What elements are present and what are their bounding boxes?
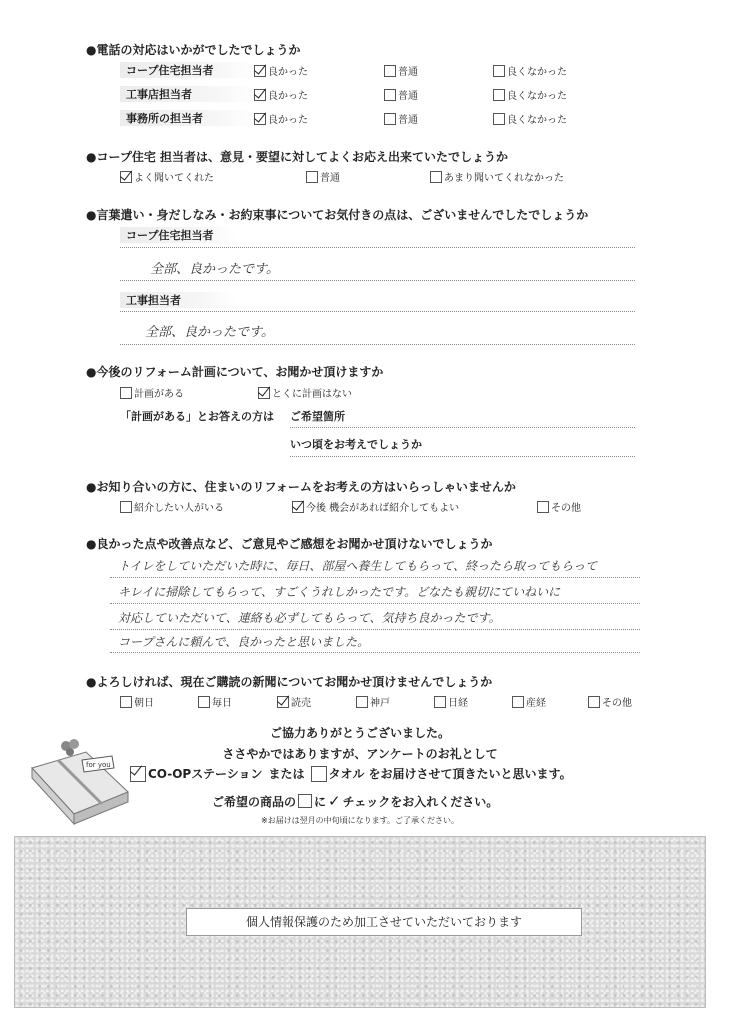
q1-koji-bad[interactable]: 良くなかった <box>493 87 567 102</box>
checkbox-icon[interactable] <box>588 696 600 708</box>
gift-tag-text: for you <box>86 761 111 769</box>
checkbox-icon[interactable] <box>493 89 505 101</box>
privacy-notice: 個人情報保護のため加工させていただいております <box>186 908 582 936</box>
q2-opt-listened[interactable]: よく聞いてくれた <box>120 169 214 184</box>
q5-opt-introduce[interactable]: 紹介したい人がいる <box>120 499 224 514</box>
q6-line-4[interactable]: コープさんに頼んで、良かったと思いました。 <box>118 635 370 649</box>
q1-koji-normal[interactable]: 普通 <box>384 87 418 102</box>
checkbox-icon[interactable] <box>537 501 549 513</box>
q1-title: ●電話の対応はいかがでしたでしょうか <box>86 43 301 57</box>
checkbox-icon[interactable] <box>434 696 446 708</box>
thanks-line-2: ささやかではありますが、アンケートのお礼として <box>222 747 498 761</box>
q1-office-good[interactable]: 良かった <box>254 111 308 126</box>
checkbox-icon[interactable] <box>120 387 132 399</box>
q4-time-label: いつ頃をお考えでしょうか <box>290 438 422 451</box>
q2-title: ●コープ住宅 担当者は、意見・要望に対してよくお応え出来ていたでしょうか <box>86 150 509 164</box>
q7-opt-other[interactable]: その他 <box>588 694 632 709</box>
checkbox-icon[interactable] <box>493 113 505 125</box>
divider <box>110 577 640 578</box>
gift-box-icon <box>28 734 132 828</box>
q1-office-normal[interactable]: 普通 <box>384 111 418 126</box>
q5-opt-other[interactable]: その他 <box>537 499 581 514</box>
q1-coop-good[interactable]: 良かった <box>254 63 308 78</box>
checkbox-icon[interactable] <box>120 696 132 708</box>
q1-office-bad[interactable]: 良くなかった <box>493 111 567 126</box>
q2-opt-normal[interactable]: 普通 <box>306 169 340 184</box>
q7-opt-sankei[interactable]: 産経 <box>512 694 546 709</box>
q7-title: ●よろしければ、現在ご購読の新聞についてお聞かせ頂けませんでしょうか <box>86 675 493 689</box>
divider <box>120 311 635 312</box>
gift-towel-checkbox[interactable] <box>311 766 327 782</box>
q2-opt-not-listened[interactable]: あまり聞いてくれなかった <box>430 169 564 184</box>
gift-coop-checkbox[interactable] <box>130 766 146 782</box>
q7-opt-kobe[interactable]: 神戸 <box>356 694 390 709</box>
checkbox-icon[interactable] <box>198 696 210 708</box>
gift-coop-label: CO-OPステーション <box>148 767 263 781</box>
q1-row-coop-label: コープ住宅担当者 <box>120 62 256 78</box>
q3-koji-label: 工事担当者 <box>120 292 236 308</box>
divider <box>120 247 635 248</box>
checkbox-icon[interactable] <box>306 171 318 183</box>
q4-followup-label: 「計画がある」とお答えの方は <box>120 410 274 423</box>
checkbox-icon[interactable] <box>277 696 289 708</box>
q1-row-office-label: 事務所の担当者 <box>120 110 256 126</box>
q1-coop-bad[interactable]: 良くなかった <box>493 63 567 78</box>
q3-title: ●言葉遣い・身だしなみ・お約束事についてお気付きの点は、ございませんでしたでしょうか <box>86 208 589 222</box>
q6-title: ●良かった点や改善点など、ご意見やご感想をお聞かせ頂けないでしょうか <box>86 537 493 551</box>
checkbox-icon[interactable] <box>384 65 396 77</box>
q4-title: ●今後のリフォーム計画について、お聞かせ頂けますか <box>86 365 384 379</box>
q7-opt-asahi[interactable]: 朝日 <box>120 694 154 709</box>
thanks-line-1: ご協力ありがとうございました。 <box>269 726 450 740</box>
q3-coop-answer[interactable]: 全部、良かったです。 <box>150 262 279 277</box>
checkbox-icon[interactable] <box>120 501 132 513</box>
checkbox-icon[interactable] <box>254 89 266 101</box>
checkbox-icon[interactable] <box>120 171 132 183</box>
checkbox-icon[interactable] <box>493 65 505 77</box>
divider <box>290 456 635 457</box>
q4-place-label: ご希望箇所 <box>290 410 345 423</box>
sample-box-icon <box>298 794 312 808</box>
q7-opt-nikkei[interactable]: 日経 <box>434 694 468 709</box>
q7-opt-mainichi[interactable]: 毎日 <box>198 694 232 709</box>
check-instruction: ご希望の商品の に ✓ チェックをお入れください。 <box>212 792 499 810</box>
q5-title: ●お知り合いの方に、住まいのリフォームをお考えの方はいらっしゃいませんか <box>86 480 516 494</box>
gift-tail: をお届けさせて頂きたいと思います。 <box>368 767 572 781</box>
gift-or-label: または <box>268 767 305 781</box>
q3-coop-label: コープ住宅担当者 <box>120 227 236 243</box>
q4-opt-no-plan[interactable]: とくに計画はない <box>258 385 352 400</box>
q6-line-3[interactable]: 対応していただいて、連絡も必ずしてもらって、気持ち良かったです。 <box>118 611 501 625</box>
q3-koji-answer[interactable]: 全部、良かったです。 <box>145 325 274 340</box>
divider <box>110 603 640 604</box>
delivery-note: ※お届けは翌月の中旬頃になります。ご了承ください。 <box>260 816 460 825</box>
divider <box>110 629 640 630</box>
checkbox-icon[interactable] <box>512 696 524 708</box>
checkbox-icon[interactable] <box>356 696 368 708</box>
checkbox-icon[interactable] <box>384 113 396 125</box>
divider <box>110 652 640 653</box>
q1-koji-good[interactable]: 良かった <box>254 87 308 102</box>
divider <box>120 344 635 345</box>
checkbox-icon[interactable] <box>258 387 270 399</box>
q7-opt-yomiuri[interactable]: 読売 <box>277 694 311 709</box>
checkbox-icon[interactable] <box>254 65 266 77</box>
divider <box>290 427 635 428</box>
q5-opt-maybe[interactable]: 今後 機会があれば紹介してもよい <box>292 499 459 514</box>
checkbox-icon[interactable] <box>384 89 396 101</box>
checkbox-icon[interactable] <box>430 171 442 183</box>
divider <box>120 280 635 281</box>
gift-towel-label: タオル <box>328 767 365 781</box>
checkbox-icon[interactable] <box>254 113 266 125</box>
checkbox-icon[interactable] <box>292 501 304 513</box>
gift-choice-row <box>130 765 572 782</box>
q4-opt-plan[interactable]: 計画がある <box>120 385 184 400</box>
check-mark-icon: ✓ <box>328 792 341 810</box>
q1-coop-normal[interactable]: 普通 <box>384 63 418 78</box>
q1-row-koji-label: 工事店担当者 <box>120 86 256 102</box>
q6-line-1[interactable]: トイレをしていただいた時に、毎日、部屋へ養生してもらって、終ったら取ってもらって <box>118 559 598 573</box>
q6-line-2[interactable]: キレイに掃除してもらって、すごくうれしかったです。どなたも親切にていねいに <box>118 585 561 599</box>
